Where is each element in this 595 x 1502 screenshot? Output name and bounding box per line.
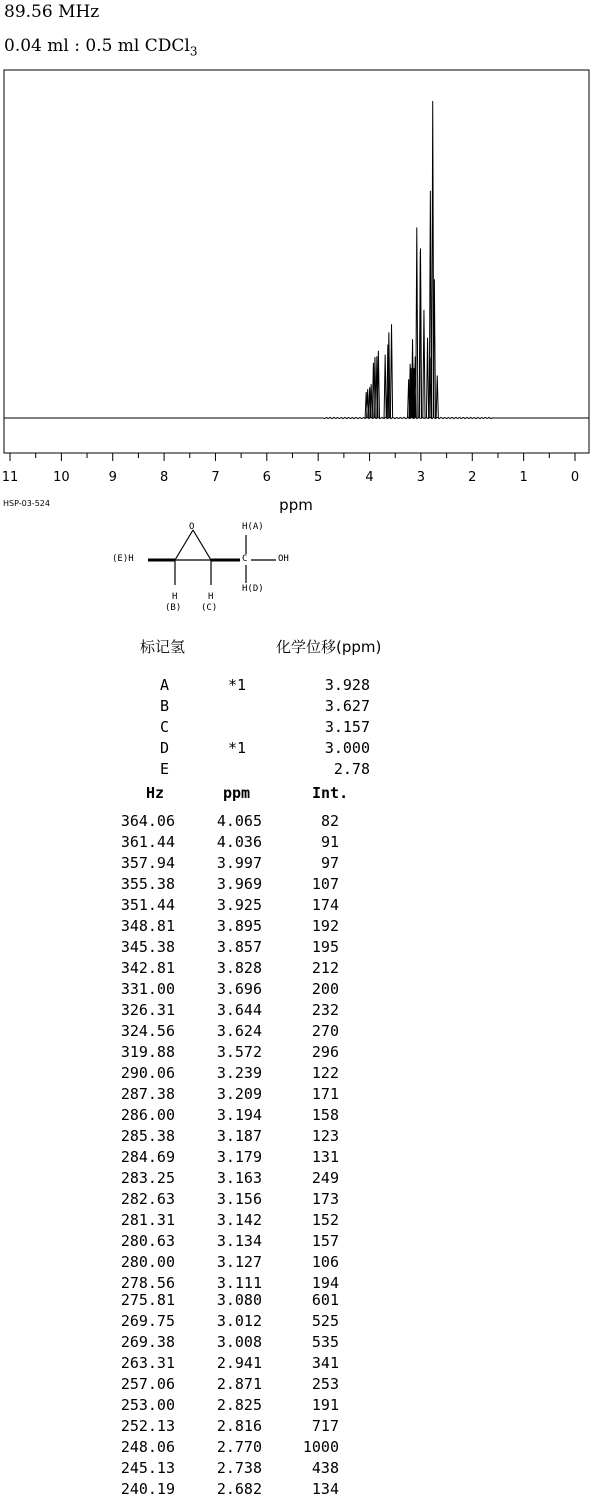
h-c-tag: (C) [201,603,218,613]
assignment-note: *1 [228,676,247,694]
x-tick-label: 5 [314,470,323,485]
peak-header-ppm: ppm [223,784,251,802]
sample-id: HSP-03-524 [3,499,50,508]
peak-int: 106 [311,1253,339,1271]
ring-oxygen-label: O [189,522,195,532]
peak-int: 107 [311,875,339,893]
spectrum-peak [426,338,428,418]
x-tick-label: 0 [570,470,580,485]
peak-hz: 345.38 [120,938,175,956]
peak-int: 123 [311,1127,339,1145]
peak-hz: 361.44 [120,833,175,851]
spectrum-peak [390,324,392,418]
assignment-shift: 3.928 [324,676,370,694]
peak-int: 232 [311,1001,339,1019]
peak-hz: 263.31 [120,1354,175,1372]
peak-int: 122 [311,1064,339,1082]
spectrum-peak [436,376,438,419]
peak-int: 173 [311,1190,339,1208]
assignment-label: D [160,739,170,757]
peak-ppm: 3.624 [216,1022,262,1040]
peak-hz: 252.13 [120,1417,175,1435]
peak-ppm: 2.871 [216,1375,262,1393]
peak-hz: 364.06 [120,812,175,830]
carbon-label: C [242,554,248,564]
bond-c-o-right [193,530,211,560]
spectrum-peak [377,351,379,418]
peak-hz: 253.00 [120,1396,175,1414]
peak-hz: 331.00 [120,980,175,998]
bond-c-o-left [175,530,193,560]
peak-hz: 283.25 [120,1169,175,1187]
peak-int: 438 [311,1459,339,1477]
peak-int: 535 [311,1333,339,1351]
peak-ppm: 4.036 [216,833,262,851]
peak-ppm: 3.969 [216,875,262,893]
h-b-label: H [172,592,178,602]
peak-int: 192 [311,917,339,935]
peak-hz: 284.69 [120,1148,175,1166]
x-tick-label: 6 [262,470,271,485]
h-b-tag: (B) [165,603,182,613]
h-e-label: (E)H [112,554,134,564]
peak-ppm: 3.194 [216,1106,262,1124]
peak-int: 249 [311,1169,339,1187]
assignment-label: C [160,718,170,736]
x-tick-label: 4 [365,470,374,485]
peak-ppm: 3.012 [216,1312,262,1330]
x-tick-label: 9 [108,470,117,485]
peak-hz: 257.06 [120,1375,175,1393]
peak-ppm: 3.127 [216,1253,262,1271]
peak-int: 1000 [302,1438,339,1456]
assignment-note: *1 [228,739,247,757]
x-tick-label: 2 [468,470,477,485]
peak-int: 253 [311,1375,339,1393]
spectrometer-frequency: 89.56 MHz [4,2,100,22]
spectrum-peak [384,355,386,418]
peak-ppm: 3.644 [216,1001,262,1019]
peak-int: 194 [311,1274,339,1292]
peak-hz: 357.94 [120,854,175,872]
assignment-header-label: 标记氢 [140,638,186,656]
x-tick-label: 7 [211,470,220,485]
peak-ppm: 3.134 [216,1232,262,1250]
peak-ppm: 3.997 [216,854,262,872]
peak-int: 157 [311,1232,339,1250]
h-d-label: H(D) [242,584,264,594]
peak-hz: 326.31 [120,1001,175,1019]
peak-hz: 282.63 [120,1190,175,1208]
peak-hz: 287.38 [120,1085,175,1103]
peak-int: 158 [311,1106,339,1124]
peak-int: 341 [311,1354,339,1372]
peak-hz: 280.00 [120,1253,175,1271]
peak-ppm: 3.925 [216,896,262,914]
peak-header-int: Int. [312,784,349,802]
plot-frame [4,70,589,453]
peak-int: 134 [311,1480,339,1498]
x-tick-label: 3 [416,470,426,485]
peak-hz: 280.63 [120,1232,175,1250]
spectrum-trace [4,417,589,418]
peak-ppm: 3.163 [216,1169,262,1187]
peak-ppm: 3.187 [216,1127,262,1145]
peak-hz: 342.81 [120,959,175,977]
peak-int: 525 [311,1312,339,1330]
peak-hz: 285.38 [120,1127,175,1145]
spectrum-peaks [365,101,438,418]
peak-ppm: 3.857 [216,938,262,956]
peak-hz: 281.31 [120,1211,175,1229]
peak-ppm: 3.209 [216,1085,262,1103]
peak-ppm: 3.239 [216,1064,262,1082]
assignment-shift: 3.157 [324,718,370,736]
peak-hz: 324.56 [120,1022,175,1040]
peak-int: 191 [311,1396,339,1414]
peak-ppm: 2.770 [216,1438,262,1456]
peak-ppm: 3.572 [216,1043,262,1061]
peak-hz: 290.06 [120,1064,175,1082]
peak-ppm: 2.738 [216,1459,262,1477]
peak-int: 195 [311,938,339,956]
peak-int: 212 [311,959,339,977]
peak-int: 270 [311,1022,339,1040]
assignment-label: B [160,697,170,715]
x-axis-ticks [10,453,575,461]
peak-ppm: 3.179 [216,1148,262,1166]
peak-ppm: 3.142 [216,1211,262,1229]
peak-int: 91 [320,833,339,851]
x-axis-label: ppm [279,496,313,514]
peak-ppm: 3.008 [216,1333,262,1351]
peak-hz: 319.88 [120,1043,175,1061]
peak-int: 82 [320,812,339,830]
concentration-subscript: 3 [189,44,198,59]
peak-ppm: 3.156 [216,1190,262,1208]
peak-ppm: 2.816 [216,1417,262,1435]
assignment-header-shift: 化学位移(ppm) [276,638,382,656]
assignment-label: E [160,760,170,778]
peak-hz: 348.81 [120,917,175,935]
peak-ppm: 3.080 [216,1291,262,1309]
peak-header-hz: Hz [146,784,165,802]
peak-ppm: 3.895 [216,917,262,935]
peak-int: 174 [311,896,339,914]
peak-int: 152 [311,1211,339,1229]
assignment-shift: 3.000 [324,739,370,757]
x-tick-label: 8 [159,470,169,485]
peak-hz: 278.56 [120,1274,175,1292]
peak-int: 601 [311,1291,339,1309]
peak-hz: 240.19 [120,1480,175,1498]
assignment-label: A [160,676,170,694]
peak-ppm: 2.682 [216,1480,262,1498]
peak-hz: 351.44 [120,896,175,914]
h-a-label: H(A) [242,522,264,532]
peak-int: 200 [311,980,339,998]
peak-hz: 248.06 [120,1438,175,1456]
peak-hz: 269.38 [120,1333,175,1351]
peak-ppm: 3.828 [216,959,262,977]
peak-ppm: 4.065 [216,812,262,830]
peak-int: 296 [311,1043,339,1061]
x-tick-label: 11 [1,470,19,485]
peak-ppm: 3.696 [216,980,262,998]
peak-int: 97 [320,854,339,872]
x-axis-tick-labels [2,470,579,485]
concentration-text: 0.04 ml : 0.5 ml CDCl [4,36,190,56]
peak-hz: 245.13 [120,1459,175,1477]
peak-hz: 275.81 [120,1291,175,1309]
peak-ppm: 2.825 [216,1396,262,1414]
peak-int: 131 [311,1148,339,1166]
assignment-shift: 2.78 [333,760,370,778]
peak-hz: 355.38 [120,875,175,893]
nmr-spectrum-chart [0,0,595,520]
peak-ppm: 3.111 [216,1274,262,1292]
peak-hz: 269.75 [120,1312,175,1330]
peak-int: 171 [311,1085,339,1103]
x-tick-label: 10 [53,470,70,485]
hydroxyl-label: OH [278,554,289,564]
assignment-shift: 3.627 [324,697,370,715]
peak-hz: 286.00 [120,1106,175,1124]
spectrum-peak [416,228,418,419]
peak-ppm: 2.941 [216,1354,262,1372]
x-tick-label: 1 [519,470,528,485]
spectrum-peak [423,310,425,418]
peak-int: 717 [311,1417,339,1435]
h-c-label: H [208,592,214,602]
